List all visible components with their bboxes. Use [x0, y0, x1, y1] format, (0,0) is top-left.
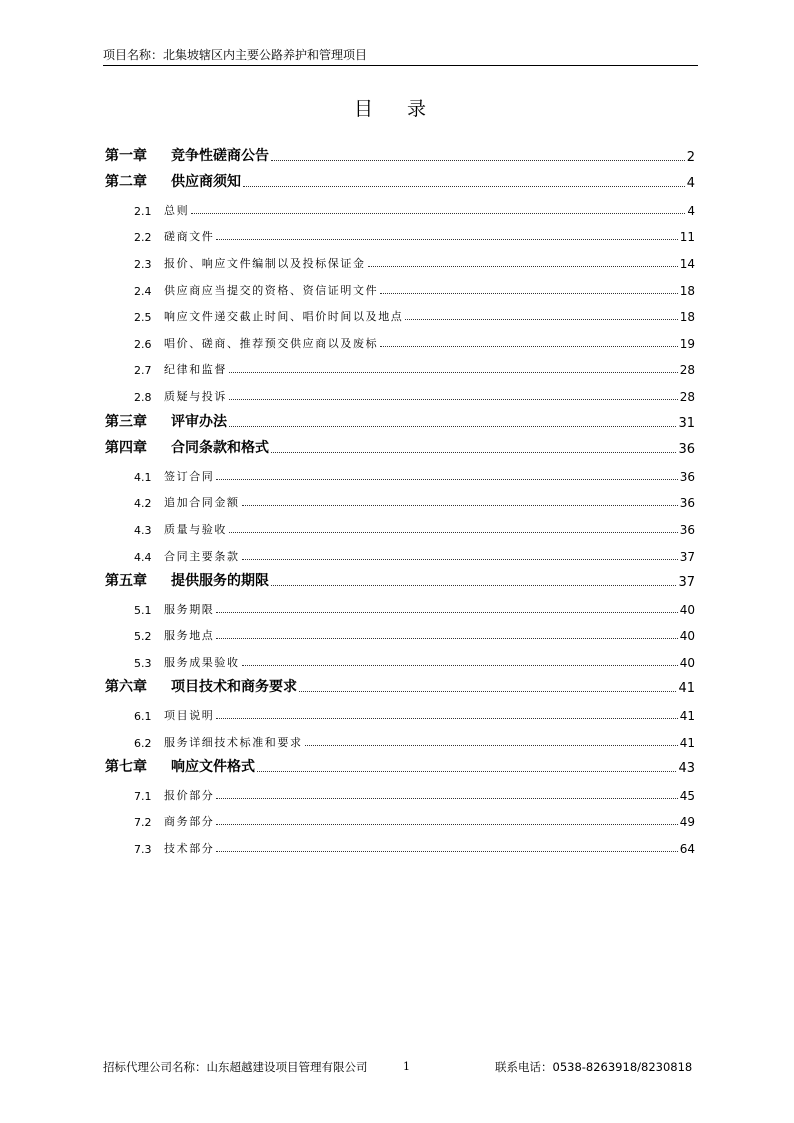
- toc-chapter-entry[interactable]: [105, 670, 695, 697]
- toc-entry-page: 40: [679, 602, 695, 617]
- toc-section-entry[interactable]: [105, 191, 695, 218]
- toc-entry-title: 提供服务的期限: [171, 573, 269, 590]
- dot-leader: [305, 745, 678, 746]
- toc-entry-number: 5.2: [134, 630, 152, 644]
- toc-entry-page: 43: [678, 761, 695, 777]
- dot-leader: [216, 612, 677, 613]
- toc-entry-number: 4.4: [134, 550, 152, 564]
- toc-entry-page: 37: [678, 575, 695, 591]
- toc-entry-number: 2.6: [134, 337, 152, 351]
- toc-section-entry[interactable]: [105, 643, 695, 670]
- toc-entry-title: 技术部分: [164, 842, 215, 856]
- toc-entry-page: 11: [679, 230, 695, 245]
- toc-section-entry[interactable]: [105, 271, 695, 298]
- dot-leader: [271, 585, 676, 586]
- toc-entry-page: 64: [679, 842, 695, 857]
- dot-leader: [380, 346, 678, 347]
- toc-entry-title: 响应文件格式: [171, 759, 255, 776]
- toc-section-entry[interactable]: [105, 590, 695, 617]
- toc-entry-number: 2.3: [134, 257, 152, 271]
- toc-section-entry[interactable]: [105, 484, 695, 511]
- toc-entry-number: 第五章: [105, 573, 147, 590]
- toc-entry-number: 7.3: [134, 843, 152, 857]
- toc-entry-page: 36: [679, 469, 695, 484]
- toc-section-entry[interactable]: [105, 377, 695, 404]
- toc-chapter-entry[interactable]: [105, 564, 695, 591]
- dot-leader: [368, 266, 678, 267]
- toc-entry-title: 项目技术和商务要求: [171, 679, 297, 696]
- dot-leader: [380, 293, 678, 294]
- dot-leader: [271, 160, 685, 161]
- toc-entry-title: 磋商文件: [164, 230, 215, 244]
- toc-entry-title: 供应商应当提交的资格、资信证明文件: [164, 283, 379, 297]
- dot-leader: [242, 665, 678, 666]
- toc-entry-number: 4.1: [134, 470, 152, 484]
- toc-section-entry[interactable]: [105, 324, 695, 351]
- dot-leader: [257, 771, 676, 772]
- running-header: 项目名称：北集坡辖区内主要公路养护和管理项目: [103, 48, 368, 62]
- toc-title: 目 录: [353, 98, 441, 120]
- toc-entry-number: 5.1: [134, 603, 152, 617]
- toc-entry-page: 14: [679, 256, 695, 271]
- dot-leader: [216, 718, 677, 719]
- toc-entry-number: 2.1: [134, 204, 152, 218]
- toc-entry-number: 2.2: [134, 231, 152, 245]
- toc-entry-title: 服务成果验收: [164, 655, 240, 669]
- toc-entry-title: 质疑与投诉: [164, 389, 227, 403]
- toc-chapter-entry[interactable]: [105, 165, 695, 192]
- toc-entry-number: 2.4: [134, 284, 152, 298]
- toc-entry-page: 41: [679, 709, 695, 724]
- toc-entry-title: 供应商须知: [171, 174, 241, 191]
- footer-page-number: 1: [403, 1060, 410, 1073]
- dot-leader: [216, 824, 677, 825]
- dot-leader: [243, 186, 685, 187]
- toc-entry-page: 4: [687, 203, 695, 218]
- footer-company: 招标代理公司名称：山东超越建设项目管理有限公司: [103, 1060, 368, 1074]
- toc-section-entry[interactable]: [105, 617, 695, 644]
- dot-leader: [271, 452, 676, 453]
- dot-leader: [229, 372, 678, 373]
- dot-leader: [229, 532, 678, 533]
- toc-entry-title: 服务期限: [164, 602, 215, 616]
- dot-leader: [299, 691, 676, 692]
- toc-section-entry[interactable]: [105, 244, 695, 271]
- toc-section-entry[interactable]: [105, 803, 695, 830]
- dot-leader: [242, 505, 678, 506]
- toc-entry-page: 36: [678, 442, 695, 458]
- toc-entry-number: 2.5: [134, 311, 152, 325]
- toc-entry-number: 4.2: [134, 497, 152, 511]
- dot-leader: [242, 559, 678, 560]
- toc-entry-number: 4.3: [134, 523, 152, 537]
- dot-leader: [405, 319, 677, 320]
- toc-chapter-entry[interactable]: [105, 138, 695, 165]
- toc-entry-page: 41: [679, 735, 695, 750]
- toc-entry-page: 4: [686, 176, 695, 192]
- toc-entry-page: 28: [679, 363, 695, 378]
- footer-phone: 联系电话：0538-8263918/8230818: [495, 1060, 693, 1074]
- dot-leader: [216, 638, 677, 639]
- toc-section-entry[interactable]: [105, 776, 695, 803]
- toc-entry-number: 第六章: [105, 679, 147, 696]
- dot-leader: [229, 426, 676, 427]
- toc-entry-number: 5.3: [134, 656, 152, 670]
- toc-entry-title: 唱价、磋商、推荐预交供应商以及废标: [164, 336, 379, 350]
- toc-entry-page: 40: [679, 655, 695, 670]
- toc-entry-title: 报价、响应文件编制以及投标保证金: [164, 256, 366, 270]
- toc-entry-page: 18: [679, 310, 695, 325]
- toc-chapter-entry[interactable]: [105, 431, 695, 458]
- toc-entry-page: 45: [679, 788, 695, 803]
- toc-section-entry[interactable]: [105, 537, 695, 564]
- toc-entry-title: 项目说明: [164, 709, 215, 723]
- toc-entry-title: 纪律和监督: [164, 363, 227, 377]
- toc-entry-page: 49: [679, 815, 695, 830]
- toc-entry-title: 响应文件递交截止时间、唱价时间以及地点: [164, 310, 404, 324]
- dot-leader: [216, 239, 677, 240]
- toc-section-entry[interactable]: [105, 457, 695, 484]
- toc-entry-page: 28: [679, 389, 695, 404]
- toc-entry-title: 签订合同: [164, 469, 215, 483]
- toc-entry-title: 服务地点: [164, 629, 215, 643]
- header-divider: [103, 65, 698, 66]
- toc-entry-page: 36: [679, 522, 695, 537]
- toc-entry-title: 追加合同金额: [164, 496, 240, 510]
- toc-entry-page: 18: [679, 283, 695, 298]
- toc-entry-page: 2: [686, 149, 695, 165]
- toc-entry-number: 第七章: [105, 759, 147, 776]
- toc-entry-title: 竞争性磋商公告: [171, 147, 269, 164]
- toc-entry-title: 质量与验收: [164, 522, 227, 536]
- toc-entry-page: 31: [678, 415, 695, 431]
- toc-entry-number: 2.7: [134, 364, 152, 378]
- toc-entry-title: 评审办法: [171, 413, 227, 430]
- toc-chapter-entry[interactable]: [105, 750, 695, 777]
- dot-leader: [216, 851, 677, 852]
- toc-entry-page: 40: [679, 629, 695, 644]
- toc-entry-title: 报价部分: [164, 788, 215, 802]
- toc-entry-number: 7.1: [134, 789, 152, 803]
- toc-section-entry[interactable]: [105, 351, 695, 378]
- toc-entry-number: 第二章: [105, 174, 147, 191]
- toc-entry-title: 合同条款和格式: [171, 440, 269, 457]
- toc-entry-page: 41: [678, 681, 695, 697]
- toc-entry-number: 第三章: [105, 413, 147, 430]
- toc-entry-title: 总则: [164, 203, 190, 217]
- toc-entry-page: 37: [679, 549, 695, 564]
- toc-entry-title: 服务详细技术标准和要求: [164, 735, 303, 749]
- toc-entry-page: 36: [679, 496, 695, 511]
- toc-entry-title: 商务部分: [164, 815, 215, 829]
- toc-section-entry[interactable]: [105, 829, 695, 856]
- toc-entry-number: 7.2: [134, 816, 152, 830]
- toc-section-entry[interactable]: [105, 723, 695, 750]
- toc-chapter-entry[interactable]: [105, 404, 695, 431]
- toc-entry-number: 第一章: [105, 147, 147, 164]
- dot-leader: [216, 798, 677, 799]
- toc-entry-page: 19: [679, 336, 695, 351]
- toc-entry-number: 2.8: [134, 390, 152, 404]
- toc-section-entry[interactable]: [105, 298, 695, 325]
- table-of-contents: [105, 138, 695, 856]
- dot-leader: [216, 479, 677, 480]
- toc-entry-title: 合同主要条款: [164, 549, 240, 563]
- toc-section-entry[interactable]: [105, 510, 695, 537]
- toc-section-entry[interactable]: [105, 218, 695, 245]
- toc-entry-number: 6.1: [134, 710, 152, 724]
- dot-leader: [229, 399, 678, 400]
- dot-leader: [191, 213, 685, 214]
- toc-entry-number: 第四章: [105, 440, 147, 457]
- toc-entry-number: 6.2: [134, 736, 152, 750]
- toc-section-entry[interactable]: [105, 696, 695, 723]
